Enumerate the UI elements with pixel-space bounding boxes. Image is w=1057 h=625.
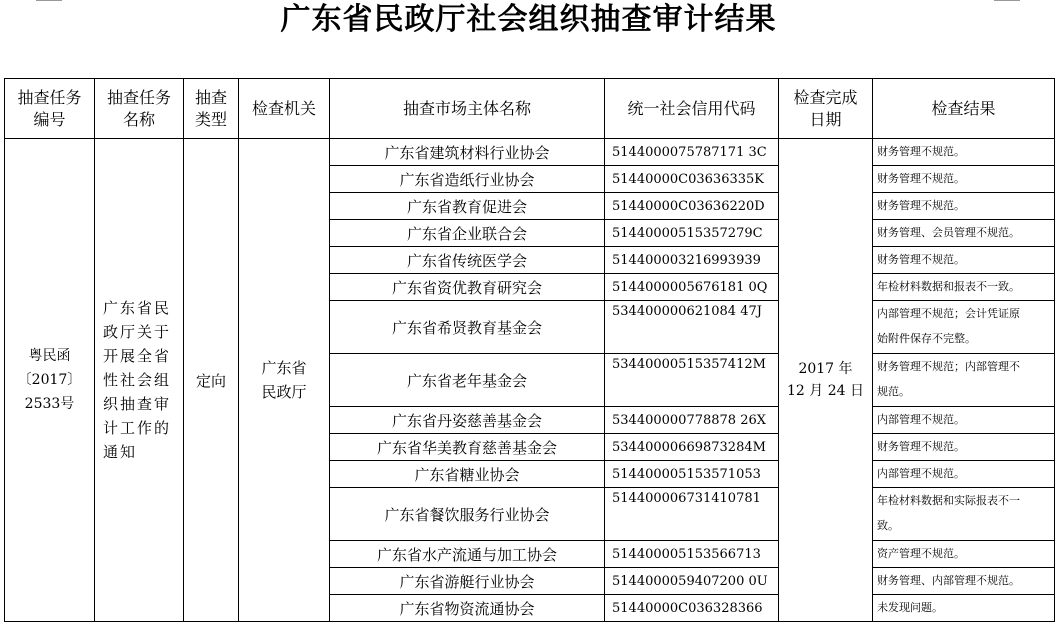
entity-name-cell: 广东省资优教育研究会 [330,274,605,301]
check-result-cell: 财务管理不规范。 [873,193,1055,220]
check-result-cell: 财务管理、内部管理不规范。 [873,568,1055,595]
check-result-cell: 内部管理不规范。 [873,461,1055,488]
entity-name-cell: 广东省希贤教育基金会 [330,301,605,354]
check-result-cell: 年检材料数据和报表不一致。 [873,274,1055,301]
credit-code-cell: 51440000C03636335K [605,166,779,193]
entity-name-cell: 广东省华美教育慈善基金会 [330,434,605,461]
agency-cell: 广东省 民政厅 [239,139,330,622]
header-entity: 抽查市场主体名称 [330,79,605,139]
entity-name-cell: 广东省物资流通协会 [330,595,605,622]
credit-code-cell: 534400000621084 47J [605,301,779,354]
check-result-cell: 内部管理不规范。 [873,407,1055,434]
check-result-cell: 财务管理不规范；内部管理不 规范。 [873,354,1055,407]
credit-code-cell: 514400005153566713 [605,541,779,568]
credit-code-cell: 534400000778878 26X [605,407,779,434]
check-type-cell: 定向 [184,139,239,622]
check-result-cell: 未发现问题。 [873,595,1055,622]
entity-name-cell: 广东省餐饮服务行业协会 [330,488,605,541]
entity-name-cell: 广东省糖业协会 [330,461,605,488]
header-task-no: 抽查任务 编号 [5,79,95,139]
task-name-cell: 广东省民 政厅关于 开展全省 性社会组 织抽查审 计工作的 通知 [95,139,184,622]
table-row [5,139,1055,166]
entity-name-cell: 广东省教育促进会 [330,193,605,220]
credit-code-cell: 5144000075787171 3C [605,139,779,166]
credit-code-cell: 5144000005676181 0Q [605,274,779,301]
check-result-cell: 内部管理不规范；会计凭证原 始附件保存不完整。 [873,301,1055,354]
header-agency: 检查机关 [239,79,330,139]
task-number-cell: 粤民函 〔2017〕 2533号 [5,139,95,622]
credit-code-cell: 53440000515357412M [605,354,779,407]
credit-code-cell: 514400005153571053 [605,461,779,488]
entity-name-cell: 广东省建筑材料行业协会 [330,139,605,166]
audit-results-table [4,78,1055,622]
credit-code-cell: 53440000669873284M [605,434,779,461]
check-result-cell: 资产管理不规范。 [873,541,1055,568]
entity-name-cell: 广东省企业联合会 [330,220,605,247]
header-task-name: 抽查任务 名称 [95,79,184,139]
entity-name-cell: 广东省造纸行业协会 [330,166,605,193]
credit-code-cell: 51440000515357279C [605,220,779,247]
entity-name-cell: 广东省水产流通与加工协会 [330,541,605,568]
page-title: 广东省民政厅社会组织抽查审计结果 [280,2,777,37]
check-result-cell: 财务管理、会员管理不规范。 [873,220,1055,247]
entity-name-cell: 广东省丹姿慈善基金会 [330,407,605,434]
check-result-cell: 财务管理不规范。 [873,166,1055,193]
entity-name-cell: 广东省传统医学会 [330,247,605,274]
credit-code-cell: 5144000059407200 0U [605,568,779,595]
check-result-cell: 年检材料数据和实际报表不一 致。 [873,488,1055,541]
header-date: 检查完成 日期 [779,79,873,139]
header-row [5,79,1055,139]
check-result-cell: 财务管理不规范。 [873,434,1055,461]
entity-name-cell: 广东省游艇行业协会 [330,568,605,595]
credit-code-cell: 51440000C03636220D [605,193,779,220]
check-result-cell: 财务管理不规范。 [873,139,1055,166]
credit-code-cell: 51440000C036328366 [605,595,779,622]
header-type: 抽查 类型 [184,79,239,139]
check-result-cell: 财务管理不规范。 [873,247,1055,274]
completion-date-cell: 2017 年 12 月 24 日 [779,139,873,622]
header-code: 统一社会信用代码 [605,79,779,139]
credit-code-cell: 514400006731410781 [605,488,779,541]
entity-name-cell: 广东省老年基金会 [330,354,605,407]
credit-code-cell: 514400003216993939 [605,247,779,274]
header-result: 检查结果 [873,79,1055,139]
